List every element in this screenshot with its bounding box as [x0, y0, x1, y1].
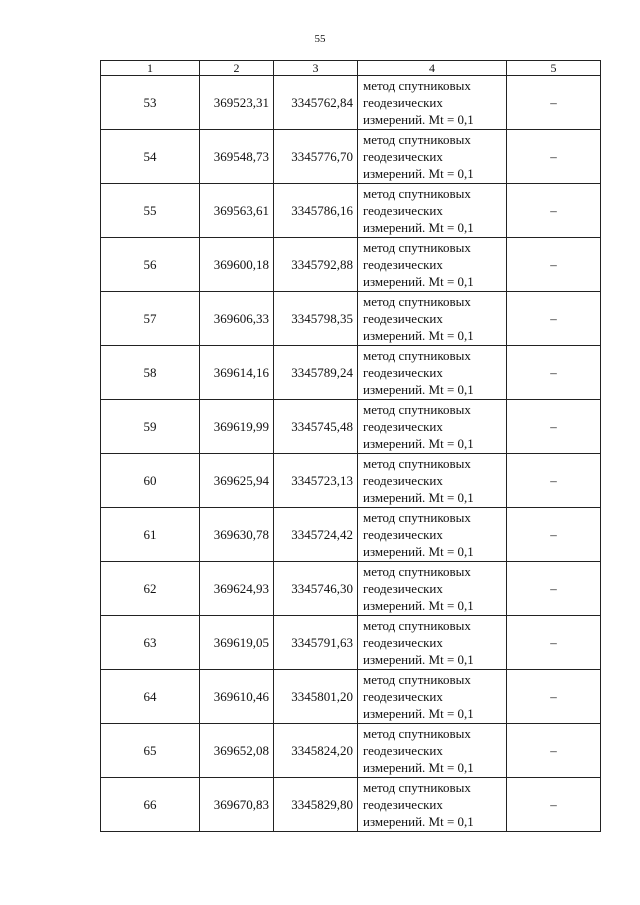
note-cell: – — [507, 76, 601, 130]
method-line: метод спутниковых — [363, 240, 471, 255]
method-cell — [358, 130, 507, 184]
method-line: измерений. Mt = 0,1 — [363, 328, 474, 343]
point-number-cell: 62 — [101, 562, 200, 616]
method-line: метод спутниковых — [363, 348, 471, 363]
method-line: геодезических — [363, 311, 443, 326]
method-cell — [358, 724, 507, 778]
method-line: измерений. Mt = 0,1 — [363, 760, 474, 775]
method-line: геодезических — [363, 797, 443, 812]
method-line: геодезических — [363, 95, 443, 110]
method-line: измерений. Mt = 0,1 — [363, 274, 474, 289]
note-cell: – — [507, 184, 601, 238]
x-coordinate-cell: 369619,05 — [200, 616, 274, 670]
table-row — [101, 130, 601, 184]
header-col-5: 5 — [507, 61, 601, 76]
method-line: измерений. Mt = 0,1 — [363, 490, 474, 505]
method-line: метод спутниковых — [363, 780, 471, 795]
method-line: измерений. Mt = 0,1 — [363, 706, 474, 721]
method-line: метод спутниковых — [363, 132, 471, 147]
method-cell — [358, 508, 507, 562]
method-line: метод спутниковых — [363, 618, 471, 633]
note-cell: – — [507, 400, 601, 454]
note-cell: – — [507, 670, 601, 724]
point-number-cell: 61 — [101, 508, 200, 562]
method-line: измерений. Mt = 0,1 — [363, 652, 474, 667]
header-col-3: 3 — [274, 61, 358, 76]
note-cell: – — [507, 238, 601, 292]
x-coordinate-cell: 369670,83 — [200, 778, 274, 832]
method-line: метод спутниковых — [363, 402, 471, 417]
table-header-row — [101, 61, 601, 76]
method-line: геодезических — [363, 257, 443, 272]
point-number-cell: 54 — [101, 130, 200, 184]
method-line: метод спутниковых — [363, 564, 471, 579]
note-cell: – — [507, 130, 601, 184]
note-cell: – — [507, 508, 601, 562]
header-col-4: 4 — [358, 61, 507, 76]
table-row — [101, 454, 601, 508]
method-line: измерений. Mt = 0,1 — [363, 220, 474, 235]
note-cell: – — [507, 292, 601, 346]
method-line: метод спутниковых — [363, 294, 471, 309]
table-row — [101, 562, 601, 616]
note-cell: – — [507, 616, 601, 670]
x-coordinate-cell: 369652,08 — [200, 724, 274, 778]
method-line: геодезических — [363, 365, 443, 380]
y-coordinate-cell: 3345801,20 — [274, 670, 358, 724]
table-row — [101, 670, 601, 724]
method-line: измерений. Mt = 0,1 — [363, 544, 474, 559]
point-number-cell: 55 — [101, 184, 200, 238]
x-coordinate-cell: 369624,93 — [200, 562, 274, 616]
point-number-cell: 53 — [101, 76, 200, 130]
method-line: геодезических — [363, 635, 443, 650]
method-line: геодезических — [363, 149, 443, 164]
method-cell — [358, 184, 507, 238]
method-cell — [358, 670, 507, 724]
note-cell: – — [507, 778, 601, 832]
method-line: метод спутниковых — [363, 510, 471, 525]
method-line: измерений. Mt = 0,1 — [363, 112, 474, 127]
header-col-2: 2 — [200, 61, 274, 76]
y-coordinate-cell: 3345798,35 — [274, 292, 358, 346]
table-row — [101, 616, 601, 670]
x-coordinate-cell: 369600,18 — [200, 238, 274, 292]
x-coordinate-cell: 369563,61 — [200, 184, 274, 238]
method-cell — [358, 562, 507, 616]
point-number-cell: 65 — [101, 724, 200, 778]
x-coordinate-cell: 369606,33 — [200, 292, 274, 346]
method-line: метод спутниковых — [363, 672, 471, 687]
y-coordinate-cell: 3345746,30 — [274, 562, 358, 616]
point-number-cell: 63 — [101, 616, 200, 670]
point-number-cell: 57 — [101, 292, 200, 346]
method-cell — [358, 76, 507, 130]
method-line: геодезических — [363, 689, 443, 704]
note-cell: – — [507, 562, 601, 616]
y-coordinate-cell: 3345762,84 — [274, 76, 358, 130]
table-row — [101, 184, 601, 238]
x-coordinate-cell: 369523,31 — [200, 76, 274, 130]
point-number-cell: 64 — [101, 670, 200, 724]
y-coordinate-cell: 3345776,70 — [274, 130, 358, 184]
method-line: геодезических — [363, 527, 443, 542]
method-cell — [358, 292, 507, 346]
note-cell: – — [507, 346, 601, 400]
method-line: метод спутниковых — [363, 78, 471, 93]
table-row — [101, 76, 601, 130]
method-line: измерений. Mt = 0,1 — [363, 436, 474, 451]
note-cell: – — [507, 454, 601, 508]
table-row — [101, 238, 601, 292]
y-coordinate-cell: 3345786,16 — [274, 184, 358, 238]
y-coordinate-cell: 3345789,24 — [274, 346, 358, 400]
x-coordinate-cell: 369625,94 — [200, 454, 274, 508]
page-number: 55 — [314, 33, 326, 45]
header-col-1: 1 — [101, 61, 200, 76]
table-row — [101, 400, 601, 454]
table-row — [101, 346, 601, 400]
y-coordinate-cell: 3345791,63 — [274, 616, 358, 670]
y-coordinate-cell: 3345745,48 — [274, 400, 358, 454]
point-number-cell: 60 — [101, 454, 200, 508]
method-line: геодезических — [363, 203, 443, 218]
y-coordinate-cell: 3345724,42 — [274, 508, 358, 562]
table-row — [101, 508, 601, 562]
x-coordinate-cell: 369610,46 — [200, 670, 274, 724]
method-line: геодезических — [363, 473, 443, 488]
method-line: метод спутниковых — [363, 186, 471, 201]
method-line: измерений. Mt = 0,1 — [363, 814, 474, 829]
method-line: метод спутниковых — [363, 726, 471, 741]
y-coordinate-cell: 3345829,80 — [274, 778, 358, 832]
point-number-cell: 58 — [101, 346, 200, 400]
method-cell — [358, 238, 507, 292]
method-line: метод спутниковых — [363, 456, 471, 471]
table-row — [101, 292, 601, 346]
method-line: измерений. Mt = 0,1 — [363, 166, 474, 181]
method-line: геодезических — [363, 743, 443, 758]
x-coordinate-cell: 369630,78 — [200, 508, 274, 562]
method-cell — [358, 400, 507, 454]
point-number-cell: 59 — [101, 400, 200, 454]
y-coordinate-cell: 3345824,20 — [274, 724, 358, 778]
method-line: измерений. Mt = 0,1 — [363, 598, 474, 613]
method-cell — [358, 616, 507, 670]
y-coordinate-cell: 3345792,88 — [274, 238, 358, 292]
point-number-cell: 56 — [101, 238, 200, 292]
method-cell — [358, 454, 507, 508]
x-coordinate-cell: 369614,16 — [200, 346, 274, 400]
method-line: геодезических — [363, 581, 443, 596]
method-line: геодезических — [363, 419, 443, 434]
table-row — [101, 724, 601, 778]
method-cell — [358, 778, 507, 832]
method-cell — [358, 346, 507, 400]
method-line: измерений. Mt = 0,1 — [363, 382, 474, 397]
x-coordinate-cell: 369548,73 — [200, 130, 274, 184]
coordinates-table — [100, 60, 601, 832]
x-coordinate-cell: 369619,99 — [200, 400, 274, 454]
y-coordinate-cell: 3345723,13 — [274, 454, 358, 508]
note-cell: – — [507, 724, 601, 778]
table-row — [101, 778, 601, 832]
table-body — [101, 76, 601, 832]
point-number-cell: 66 — [101, 778, 200, 832]
